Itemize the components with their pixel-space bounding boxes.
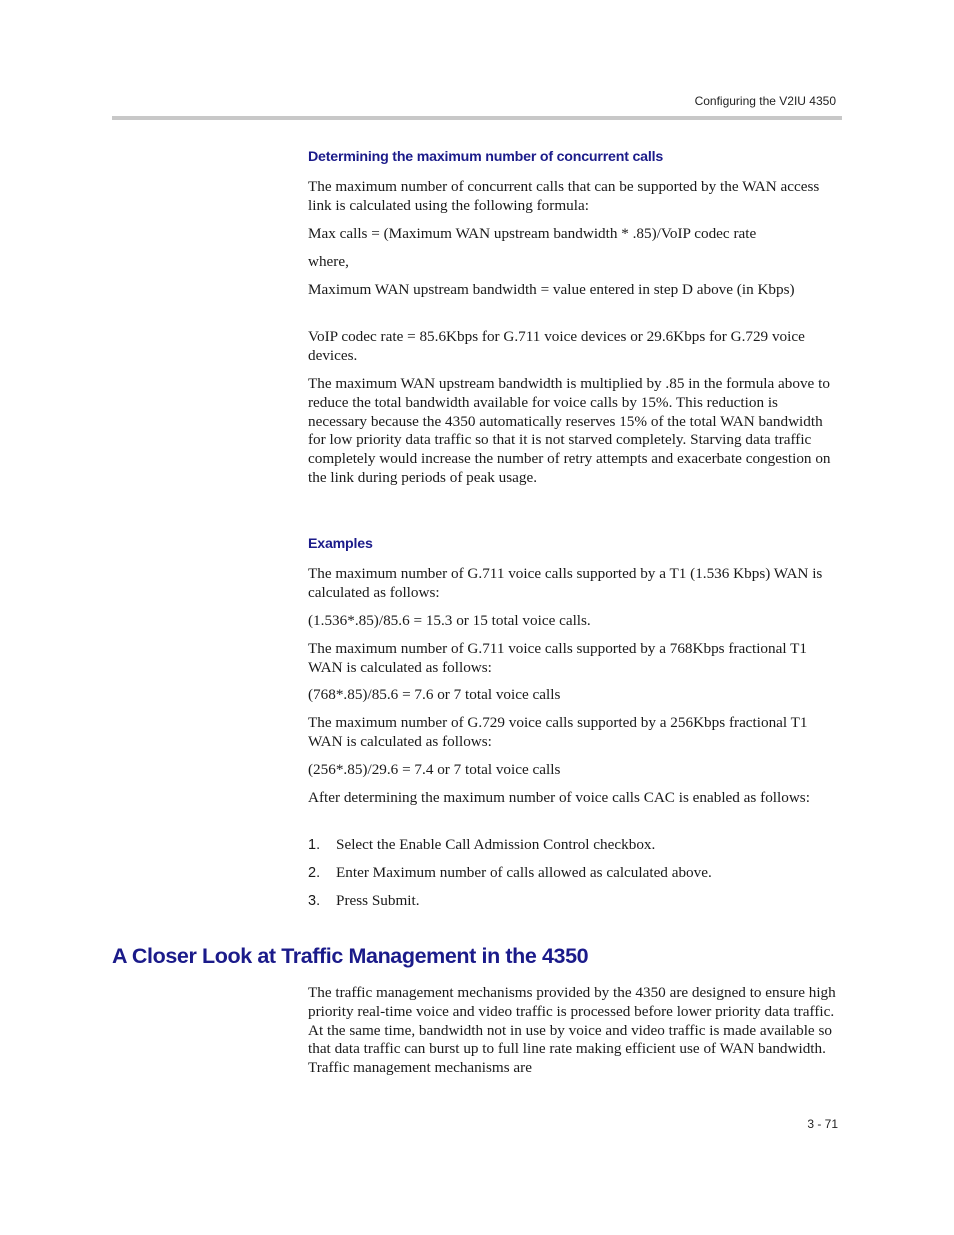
- example-3-text: The maximum number of G.729 voice calls supported by a 256Kbps fractional T1 WAN is calculated as follows:: [308, 714, 808, 750]
- explanation-text: The maximum WAN upstream bandwidth is multiplied by .85 in the formula above to reduce the total bandwidth available for voice calls by 15%. This reduction is necessary because the 4350 automatically reserves 15% of the total WAN bandwidth for low priority data traffic so that it is not starved completely. Starving data traffic completely would increase the number of retry attempts and exacerbate congestion on the link during periods of peak usage.: [308, 375, 831, 486]
- paragraph-example-3-calc: [308, 761, 840, 780]
- paragraph-example-2: [308, 640, 840, 678]
- step-number: 2.: [308, 865, 321, 881]
- paragraph-where: [308, 253, 840, 272]
- paragraph-traffic-management: [308, 984, 840, 1078]
- list-item: [308, 864, 840, 883]
- paragraph-example-3: [308, 714, 840, 752]
- subheading-examples: Examples: [308, 536, 373, 552]
- paragraph-definition-bandwidth: [308, 281, 840, 300]
- example-3-calc-text: (256*.85)/29.6 = 7.4 or 7 total voice calls: [308, 761, 561, 778]
- running-header: Configuring the V2IU 4350: [694, 94, 836, 108]
- paragraph-example-2-calc: [308, 686, 840, 705]
- paragraph-formula: [308, 225, 840, 244]
- paragraph-intro: [308, 178, 840, 216]
- page-number: 3 - 71: [807, 1117, 838, 1131]
- paragraph-example-1-calc: [308, 612, 840, 631]
- list-item: [308, 892, 840, 911]
- definition-bandwidth-text: Maximum WAN upstream bandwidth = value entered in step D above (in Kbps): [308, 281, 795, 298]
- paragraph-definition-codec: [308, 328, 840, 366]
- header-rule: [112, 116, 842, 120]
- step-number: 3.: [308, 893, 321, 909]
- step-number: 1.: [308, 837, 321, 853]
- after-text: After determining the maximum number of voice calls CAC is enabled as follows:: [308, 789, 810, 806]
- paragraph-example-1: [308, 565, 840, 603]
- example-1-text: The maximum number of G.711 voice calls supported by a T1 (1.536 Kbps) WAN is calculated as follows:: [308, 565, 823, 601]
- step-text: Press Submit.: [336, 892, 420, 909]
- step-text: Enter Maximum number of calls allowed as calculated above.: [336, 864, 712, 881]
- traffic-management-text: The traffic management mechanisms provided by the 4350 are designed to ensure high priority real-time voice and video traffic is processed before lower priority data traffic. At the same time, bandwidth not in use by voice and video traffic is made available so that data traffic can burst up to full line rate making efficient use of WAN bandwidth. Traffic management mechanisms are: [308, 984, 836, 1077]
- intro-text: The maximum number of concurrent calls that can be supported by the WAN access link is calculated using the following formula:: [308, 178, 820, 214]
- definition-codec-text: VoIP codec rate = 85.6Kbps for G.711 voice devices or 29.6Kbps for G.729 voice devices.: [308, 328, 805, 364]
- example-1-calc-text: (1.536*.85)/85.6 = 15.3 or 15 total voice calls.: [308, 612, 591, 629]
- where-text: where,: [308, 253, 349, 270]
- formula-text: Max calls = (Maximum WAN upstream bandwidth * .85)/VoIP codec rate: [308, 225, 757, 242]
- step-text: Select the Enable Call Admission Control checkbox.: [336, 836, 656, 853]
- section-title: A Closer Look at Traffic Management in the 4350: [112, 944, 589, 968]
- subheading-concurrent-calls: Determining the maximum number of concurrent calls: [308, 149, 664, 165]
- paragraph-after: [308, 789, 840, 808]
- example-2-calc-text: (768*.85)/85.6 = 7.6 or 7 total voice calls: [308, 686, 561, 703]
- list-item: [308, 836, 840, 855]
- paragraph-explanation: [308, 375, 840, 488]
- example-2-text: The maximum number of G.711 voice calls supported by a 768Kbps fractional T1 WAN is calculated as follows:: [308, 640, 807, 676]
